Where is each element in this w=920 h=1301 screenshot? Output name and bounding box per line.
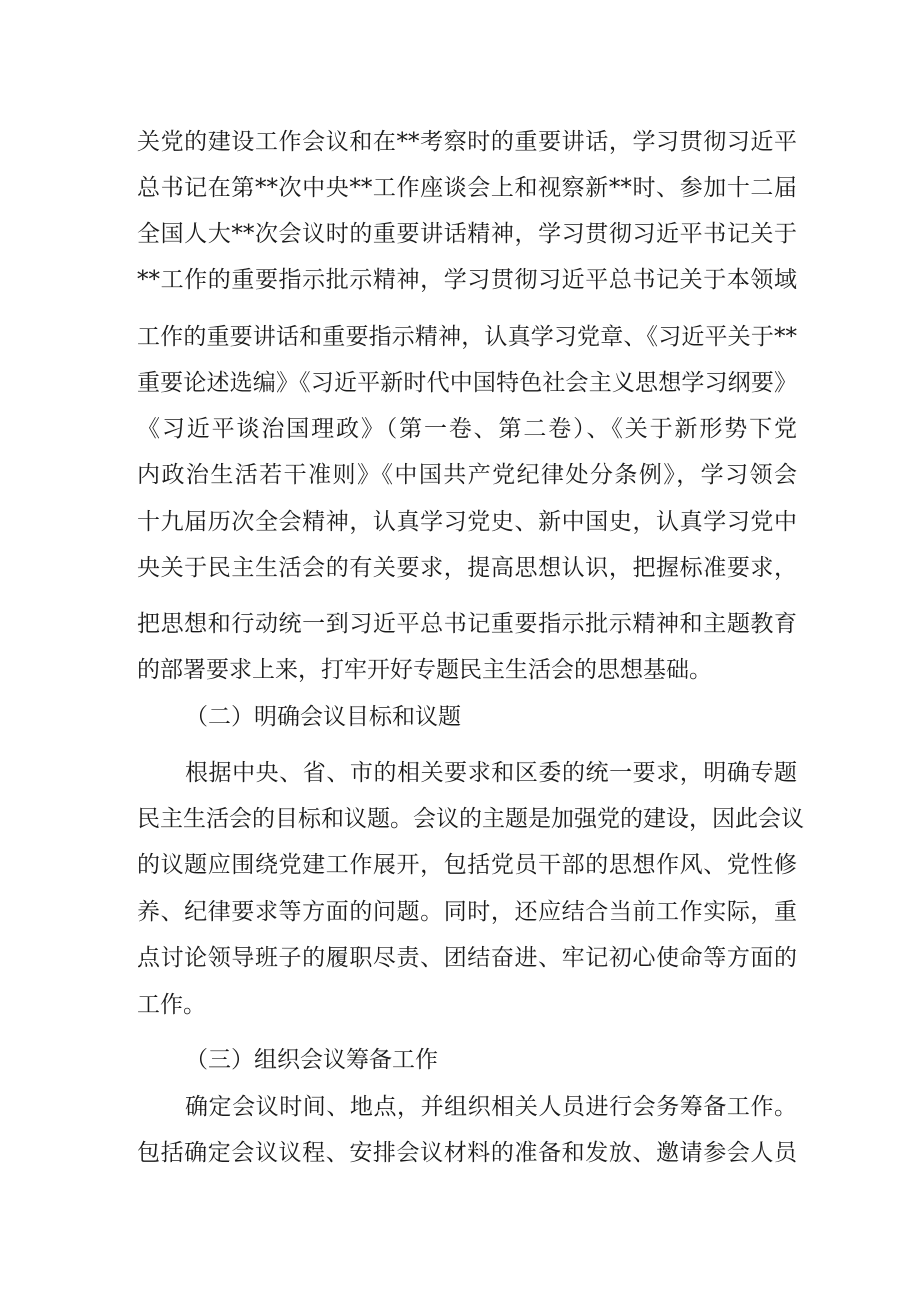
section-heading-2: （二）明确会议目标和议题 xyxy=(185,704,461,730)
text-line: 总书记在第**次中央**工作座谈会上和视察新**时、参加十二届 xyxy=(137,175,797,201)
text-line: 关党的建设工作会议和在**考察时的重要讲话，学习贯彻习近平 xyxy=(137,129,797,155)
text-line: 内政治生活若干准则》《中国共产党纪律处分条例》，学习领会 xyxy=(137,462,797,488)
text-line: 养、纪律要求等方面的问题。同时，还应结合当前工作实际，重 xyxy=(137,899,797,925)
text-line: 重要论述选编》《习近平新时代中国特色社会主义思想学习纲要》 xyxy=(137,370,797,396)
text-line: 点讨论领导班子的履职尽责、团结奋进、牢记初心使命等方面的 xyxy=(137,945,797,971)
text-line: 确定会议时间、地点，并组织相关人员进行会务筹备工作。 xyxy=(185,1094,797,1120)
text-line: 包括确定会议议程、安排会议材料的准备和发放、邀请参会人员 xyxy=(137,1140,797,1166)
text-line: 工作。 xyxy=(137,992,206,1018)
text-line: **工作的重要指示批示精神，学习贯彻习近平总书记关于本领域 xyxy=(137,267,797,293)
text-line: 的议题应围绕党建工作展开，包括党员干部的思想作风、党性修 xyxy=(137,852,797,878)
text-line: 根据中央、省、市的相关要求和区委的统一要求，明确专题 xyxy=(185,760,797,786)
text-line: 民主生活会的目标和议题。会议的主题是加强党的建设，因此会议 xyxy=(137,806,804,832)
text-line: 央关于民主生活会的有关要求，提高思想认识，把握标准要求， xyxy=(137,555,797,581)
text-line: 全国人大**次会议时的重要讲话精神，学习贯彻习近平书记关于 xyxy=(137,221,797,247)
text-line: 把思想和行动统一到习近平总书记重要指示批示精神和主题教育 xyxy=(137,611,797,637)
text-line: 的部署要求上来，打牢开好专题民主生活会的思想基础。 xyxy=(137,657,712,683)
text-line: 工作的重要讲话和重要指示精神，认真学习党章、《习近平关于** xyxy=(137,324,797,350)
section-heading-3: （三）组织会议筹备工作 xyxy=(185,1047,438,1073)
text-line: 《习近平谈治国理政》（第一卷、第二卷）、《关于新形势下党 xyxy=(137,416,797,442)
text-line: 十九届历次全会精神，认真学习党史、新中国史，认真学习党中 xyxy=(137,509,797,535)
